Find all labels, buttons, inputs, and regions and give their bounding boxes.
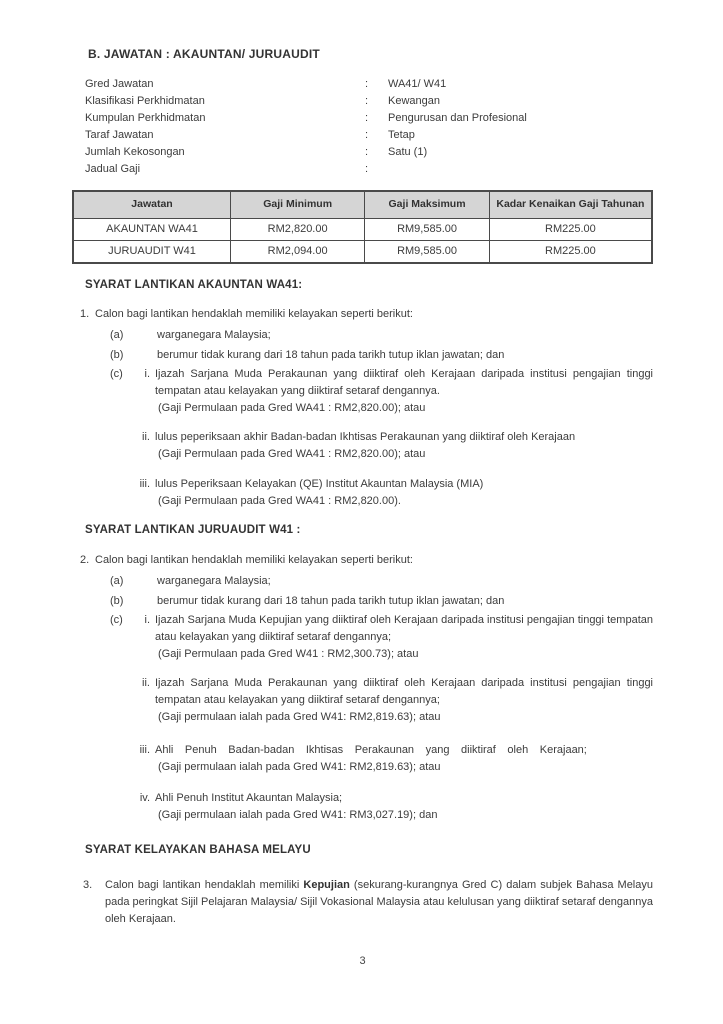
- cell-kadar-kenaikan: RM225.00: [489, 241, 652, 264]
- sub-item-label: (b): [110, 349, 124, 361]
- detail-value: WA41/ W41: [388, 78, 447, 90]
- section-heading-bahasa-melayu: SYARAT KELAYAKAN BAHASA MELAYU: [85, 844, 311, 856]
- sub-item-1b: [110, 347, 653, 364]
- salary-note: (Gaji permulaan ialah pada Gred W41: RM3,027.19); dan: [158, 809, 438, 821]
- detail-label: Jumlah Kekosongan: [85, 146, 185, 158]
- cell-gaji-minimum: RM2,094.00: [230, 241, 364, 264]
- sub-item-text: warganegara Malaysia;: [157, 575, 271, 587]
- detail-label: Klasifikasi Perkhidmatan: [85, 95, 205, 107]
- roman-numeral: i.: [144, 368, 150, 380]
- clause-number: 3.: [83, 879, 93, 891]
- roman-numeral: iii.: [139, 744, 150, 756]
- section-heading-juruaudit: SYARAT LANTIKAN JURUAUDIT W41 :: [85, 524, 301, 536]
- sub-item-2a: [110, 573, 653, 590]
- detail-label: Taraf Jawatan: [85, 129, 154, 141]
- salary-note: (Gaji Permulaan pada Gred WA41 : RM2,820.00).: [158, 495, 401, 507]
- detail-value: Tetap: [388, 129, 415, 141]
- sub-item-label: (a): [110, 575, 124, 587]
- salary-note: (Gaji permulaan ialah pada Gred W41: RM2,819.63); atau: [158, 761, 441, 773]
- page-number: 3: [359, 955, 366, 967]
- roman-numeral: ii.: [142, 677, 150, 689]
- clause-number: 1.: [80, 308, 90, 320]
- salary-note: (Gaji Permulaan pada Gred W41 : RM2,300.73); atau: [158, 648, 419, 660]
- qualification-text: lulus peperiksaan akhir Badan-badan Ikhtisas Perakaunan yang diiktiraf oleh Kerajaan: [155, 431, 576, 443]
- column-header-gaji-minimum: Gaji Minimum: [230, 191, 364, 219]
- detail-value: [388, 161, 653, 178]
- clause-text: Calon bagi lantikan hendaklah memiliki kelayakan seperti berikut:: [95, 308, 413, 320]
- sub-item-2b: [110, 593, 653, 610]
- cell-jawatan: JURUAUDIT W41: [73, 241, 230, 264]
- qualification-item-2c-iv: [134, 790, 653, 824]
- cell-kadar-kenaikan: RM225.00: [489, 219, 652, 241]
- clause-2: [80, 552, 653, 569]
- sub-item-1a: [110, 327, 653, 344]
- sub-item-label: (b): [110, 595, 124, 607]
- detail-label: Kumpulan Perkhidmatan: [85, 112, 206, 124]
- sub-item-text: berumur tidak kurang dari 18 tahun pada tarikh tutup iklan jawatan; dan: [157, 595, 505, 607]
- roman-numeral: ii.: [142, 431, 150, 443]
- qualification-text: Ahli Penuh Badan-badan Ikhtisas Perakaunan yang diiktiraf oleh Kerajaan;: [155, 744, 587, 756]
- column-header-kadar-kenaikan: Kadar Kenaikan Gaji Tahunan: [489, 191, 652, 219]
- sub-item-label: (c): [110, 614, 123, 626]
- column-header-gaji-maksimum: Gaji Maksimum: [365, 191, 489, 219]
- sub-item-text: berumur tidak kurang dari 18 tahun pada tarikh tutup iklan jawatan; dan: [157, 349, 505, 361]
- qualification-text: Ijazah Sarjana Muda Perakaunan yang diiktiraf oleh Kerajaan daripada institusi pengajian tinggi tempatan atau kelayakan yang diiktiraf setaraf dengannya.: [155, 368, 653, 397]
- qualification-item-1c-i: [134, 366, 653, 417]
- qualification-item-2c-iii: [134, 742, 653, 776]
- clause-text: [105, 877, 653, 928]
- detail-label: Gred Jawatan: [85, 78, 154, 90]
- clause-text-post: (sekurang-kurangnya Gred C) dalam subjek Bahasa Melayu pada peringkat Sijil Pelajaran Malaysia/ Sijil Vokasional Malaysia atau kelulusan yang diiktiraf setaraf dengannya oleh Kerajaan.: [105, 879, 653, 925]
- clause-number: 2.: [80, 554, 90, 566]
- cell-jawatan: AKAUNTAN WA41: [73, 219, 230, 241]
- column-header-jawatan: Jawatan: [73, 191, 230, 219]
- qualification-item-1c-iii: [134, 476, 653, 510]
- sub-item-text: warganegara Malaysia;: [157, 329, 271, 341]
- detail-colon: :: [365, 146, 369, 158]
- roman-numeral: iii.: [139, 478, 150, 490]
- cell-gaji-minimum: RM2,820.00: [230, 219, 364, 241]
- clause-text-bold: Kepujian: [303, 879, 350, 891]
- detail-row-kekosongan: [85, 144, 653, 161]
- header-row: [73, 191, 652, 219]
- detail-value: Kewangan: [388, 95, 440, 107]
- detail-row-gred-jawatan: [85, 76, 653, 93]
- qualification-item-2c-i: [134, 612, 653, 663]
- detail-row-klasifikasi: [85, 93, 653, 110]
- sub-item-2c: [110, 612, 653, 663]
- qualification-text: Ijazah Sarjana Muda Kepujian yang diiktiraf oleh Kerajaan daripada institusi pengajian tinggi tempatan atau kelayakan yang diiktiraf setaraf dengannya;: [155, 614, 653, 643]
- salary-table: [72, 190, 653, 264]
- page-title: B. JAWATAN : AKAUNTAN/ JURUAUDIT: [88, 47, 320, 61]
- salary-table-header: [73, 191, 652, 219]
- roman-numeral: i.: [144, 614, 150, 626]
- qualification-item-1c-ii: [134, 429, 653, 463]
- detail-colon: :: [365, 95, 369, 107]
- detail-value: Pengurusan dan Profesional: [388, 112, 527, 124]
- table-row-akauntan: [73, 219, 652, 241]
- cell-gaji-maksimum: RM9,585.00: [365, 241, 489, 264]
- section-heading-akauntan: SYARAT LANTIKAN AKAUNTAN WA41:: [85, 279, 303, 291]
- clause-text-pre: Calon bagi lantikan hendaklah memiliki: [105, 879, 304, 891]
- table-row-juruaudit: [73, 241, 652, 264]
- clause-1: [80, 306, 653, 323]
- salary-note: (Gaji permulaan ialah pada Gred W41: RM2,819.63); atau: [158, 711, 441, 723]
- job-details: [85, 76, 653, 178]
- qualification-text: Ahli Penuh Institut Akauntan Malaysia;: [155, 792, 343, 804]
- detail-value: Satu (1): [388, 146, 428, 158]
- clause-3: [83, 877, 653, 928]
- detail-colon: :: [365, 112, 369, 124]
- qualification-text: lulus Peperiksaan Kelayakan (QE) Institut Akauntan Malaysia (MIA): [155, 478, 484, 490]
- qualification-item-2c-ii: [134, 675, 653, 726]
- salary-note: (Gaji Permulaan pada Gred WA41 : RM2,820.00); atau: [158, 448, 426, 460]
- detail-colon: :: [365, 129, 369, 141]
- roman-numeral: iv.: [139, 792, 150, 804]
- salary-note: (Gaji Permulaan pada Gred WA41 : RM2,820.00); atau: [158, 402, 426, 414]
- detail-row-jadual-gaji: [85, 161, 653, 178]
- detail-row-kumpulan: [85, 110, 653, 127]
- detail-label: Jadual Gaji: [85, 163, 141, 175]
- sub-item-1c: [110, 366, 653, 417]
- cell-gaji-maksimum: RM9,585.00: [365, 219, 489, 241]
- detail-row-taraf: [85, 127, 653, 144]
- detail-colon: :: [365, 163, 369, 175]
- sub-item-label: (a): [110, 329, 124, 341]
- qualification-text: Ijazah Sarjana Muda Perakaunan yang diiktiraf oleh Kerajaan daripada institusi pengajian tinggi tempatan atau kelayakan yang diiktiraf setaraf dengannya;: [155, 677, 653, 706]
- sub-item-label: (c): [110, 368, 123, 380]
- clause-text: Calon bagi lantikan hendaklah memiliki kelayakan seperti berikut:: [95, 554, 413, 566]
- detail-colon: :: [365, 78, 369, 90]
